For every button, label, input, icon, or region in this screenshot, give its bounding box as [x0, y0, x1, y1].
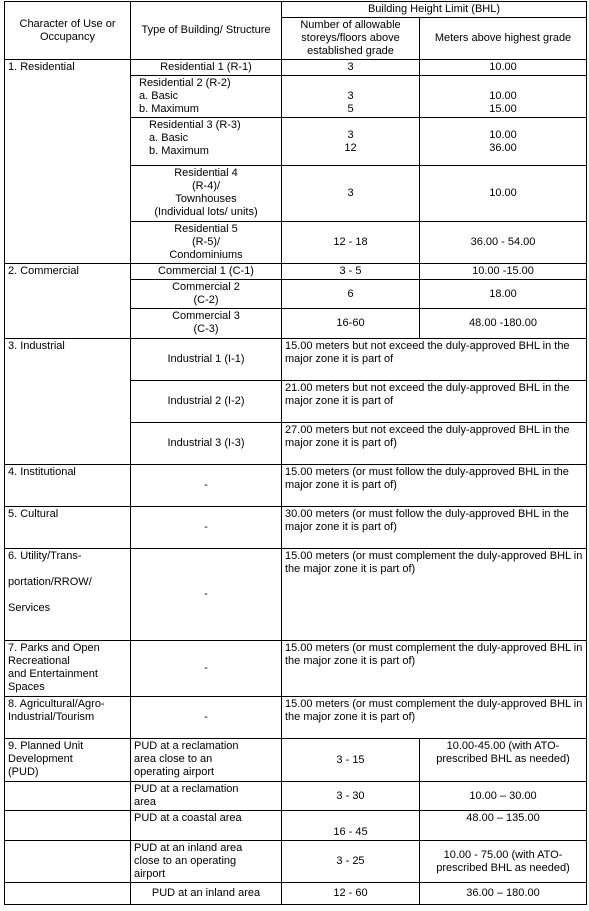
storeys-cell: 12 - 60	[282, 883, 420, 905]
storeys-cell: 3 - 15	[282, 739, 420, 782]
storeys-cell: 3 5	[282, 76, 420, 118]
storeys-cell: 3 - 25	[282, 841, 420, 883]
building-type-cell: -	[131, 641, 282, 697]
storeys-cell: 3 - 30	[282, 782, 420, 811]
building-type-cell: Residential 3 (R-3) a. Basic b. Maximum	[131, 118, 282, 166]
category-cell	[5, 782, 131, 811]
building-type-cell: PUD at a reclamation area	[131, 782, 282, 811]
building-type-cell: Industrial 1 (I-1)	[131, 339, 282, 381]
height-limit-cell: 21.00 meters but not exceed the duly-approved BHL in the major zone it is part of	[282, 381, 587, 423]
meters-cell: 10.00 -15.00	[420, 264, 587, 280]
meters-cell: 10.00 - 75.00 (with ATO- prescribed BHL as needed)	[420, 841, 587, 883]
category-cell: 1. Residential	[5, 60, 131, 264]
meters-cell: 10.00	[420, 166, 587, 222]
meters-cell: 10.00-45.00 (with ATO- prescribed BHL as needed)	[420, 739, 587, 782]
building-type-cell: Industrial 2 (I-2)	[131, 381, 282, 423]
category-cell: 8. Agricultural/Agro- Industrial/Tourism	[5, 697, 131, 739]
storeys-cell: 3	[282, 166, 420, 222]
header-building-height-limit: Building Height Limit (BHL)	[282, 2, 587, 18]
meters-cell: 36.00 - 54.00	[420, 222, 587, 264]
height-limit-cell: 15.00 meters but not exceed the duly-approved BHL in the major zone it is part of	[282, 339, 587, 381]
storeys-cell: 3 12	[282, 118, 420, 166]
header-type-of-building: Type of Building/ Structure	[131, 2, 282, 60]
category-cell: 7. Parks and Open Recreational and Entertainment Spaces	[5, 641, 131, 697]
meters-cell: 36.00 – 180.00	[420, 883, 587, 905]
building-type-cell: -	[131, 549, 282, 641]
building-type-cell: PUD at an inland area	[131, 883, 282, 905]
storeys-cell: 16-60	[282, 309, 420, 339]
building-type-cell: Commercial 1 (C-1)	[131, 264, 282, 280]
height-limit-cell: 15.00 meters (or must follow the duly-approved BHL in the major zone it is part of)	[282, 465, 587, 507]
height-limit-cell: 15.00 meters (or must complement the duly-approved BHL in the major zone it is part of)	[282, 641, 587, 697]
building-type-cell: Commercial 3 (C-3)	[131, 309, 282, 339]
header-character-of-use: Character of Use or Occupancy	[5, 2, 131, 60]
building-type-cell: PUD at an inland area close to an operating airport	[131, 841, 282, 883]
height-limit-cell: 30.00 meters (or must follow the duly-approved BHL in the major zone it is part of)	[282, 507, 587, 549]
building-type-cell: -	[131, 507, 282, 549]
building-type-cell: PUD at a reclamation area close to an operating airport	[131, 739, 282, 782]
building-type-cell: Residential 1 (R-1)	[131, 60, 282, 76]
height-limit-cell: 15.00 meters (or must complement the duly-approved BHL in the major zone it is part of)	[282, 697, 587, 739]
building-type-cell: Residential 2 (R-2) a. Basic b. Maximum	[131, 76, 282, 118]
category-cell: 6. Utility/Trans- portation/RROW/ Services	[5, 549, 131, 641]
building-type-cell: PUD at a coastal area	[131, 811, 282, 841]
building-type-cell: Residential 4 (R-4)/ Townhouses (Individual lots/ units)	[131, 166, 282, 222]
building-type-cell: -	[131, 465, 282, 507]
header-meters-above-grade: Meters above highest grade	[420, 18, 587, 60]
header-number-of-storeys: Number of allowable storeys/floors above established grade	[282, 18, 420, 60]
storeys-cell: 12 - 18	[282, 222, 420, 264]
building-type-cell: -	[131, 697, 282, 739]
meters-cell: 48.00 -180.00	[420, 309, 587, 339]
category-cell: 4. Institutional	[5, 465, 131, 507]
building-height-limit-table	[4, 1, 587, 905]
category-cell: 3. Industrial	[5, 339, 131, 465]
category-cell	[5, 841, 131, 883]
meters-cell: 10.00 15.00	[420, 76, 587, 118]
height-limit-cell: 15.00 meters (or must complement the duly-approved BHL in the major zone it is part of)	[282, 549, 587, 641]
category-cell: 5. Cultural	[5, 507, 131, 549]
category-cell	[5, 883, 131, 905]
building-type-cell: Industrial 3 (I-3)	[131, 423, 282, 465]
storeys-cell: 3 - 5	[282, 264, 420, 280]
category-cell: 9. Planned Unit Development (PUD)	[5, 739, 131, 782]
meters-cell: 48.00 – 135.00	[420, 811, 587, 841]
height-limit-cell: 27.00 meters but not exceed the duly-approved BHL in the major zone it is part of)	[282, 423, 587, 465]
storeys-cell: 16 - 45	[282, 811, 420, 841]
building-type-cell: Residential 5 (R-5)/ Condominiums	[131, 222, 282, 264]
storeys-cell: 6	[282, 280, 420, 309]
meters-cell: 10.00 – 30.00	[420, 782, 587, 811]
meters-cell: 18.00	[420, 280, 587, 309]
category-cell	[5, 811, 131, 841]
meters-cell: 10.00 36.00	[420, 118, 587, 166]
building-type-cell: Commercial 2 (C-2)	[131, 280, 282, 309]
storeys-cell: 3	[282, 60, 420, 76]
category-cell: 2. Commercial	[5, 264, 131, 339]
meters-cell: 10.00	[420, 60, 587, 76]
